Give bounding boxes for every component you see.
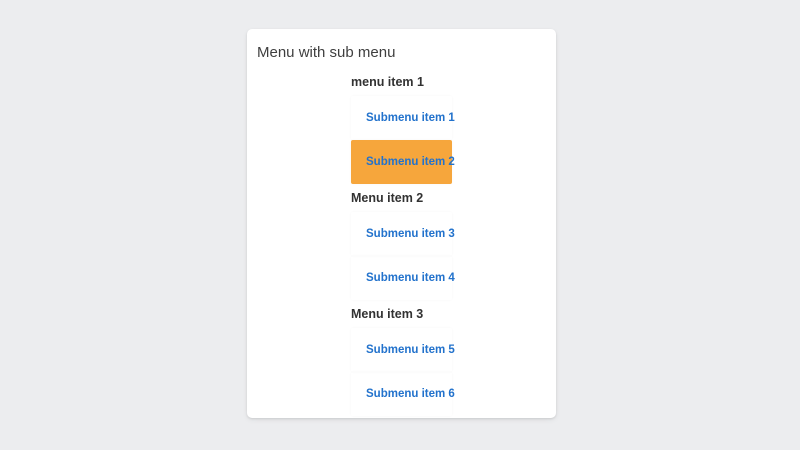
submenu-item-3-link[interactable]: Submenu item 3 bbox=[366, 228, 455, 240]
menu-item-1[interactable]: menu item 1 bbox=[351, 75, 424, 89]
submenu-item-6-row[interactable] bbox=[351, 372, 455, 416]
submenu-item-4-row[interactable] bbox=[351, 256, 455, 300]
submenu-item-1-link[interactable]: Submenu item 1 bbox=[366, 112, 455, 124]
menu-card bbox=[247, 29, 556, 418]
submenu-item-5-link[interactable]: Submenu item 5 bbox=[366, 344, 455, 356]
menu-item-2[interactable]: Menu item 2 bbox=[351, 191, 424, 205]
submenu-item-6-link[interactable]: Submenu item 6 bbox=[366, 388, 455, 400]
menu-item-3[interactable]: Menu item 3 bbox=[351, 307, 424, 321]
submenu-item-2-link[interactable]: Submenu item 2 bbox=[366, 156, 455, 168]
card-title: Menu with sub menu bbox=[257, 44, 396, 61]
submenu-item-2-row[interactable] bbox=[351, 140, 455, 184]
submenu-item-3-row[interactable] bbox=[351, 212, 455, 256]
menu-with-submenu bbox=[351, 68, 455, 416]
submenu-item-5-row[interactable] bbox=[351, 328, 455, 372]
submenu-item-4-link[interactable]: Submenu item 4 bbox=[366, 272, 455, 284]
submenu-item-1-row[interactable] bbox=[351, 96, 455, 140]
